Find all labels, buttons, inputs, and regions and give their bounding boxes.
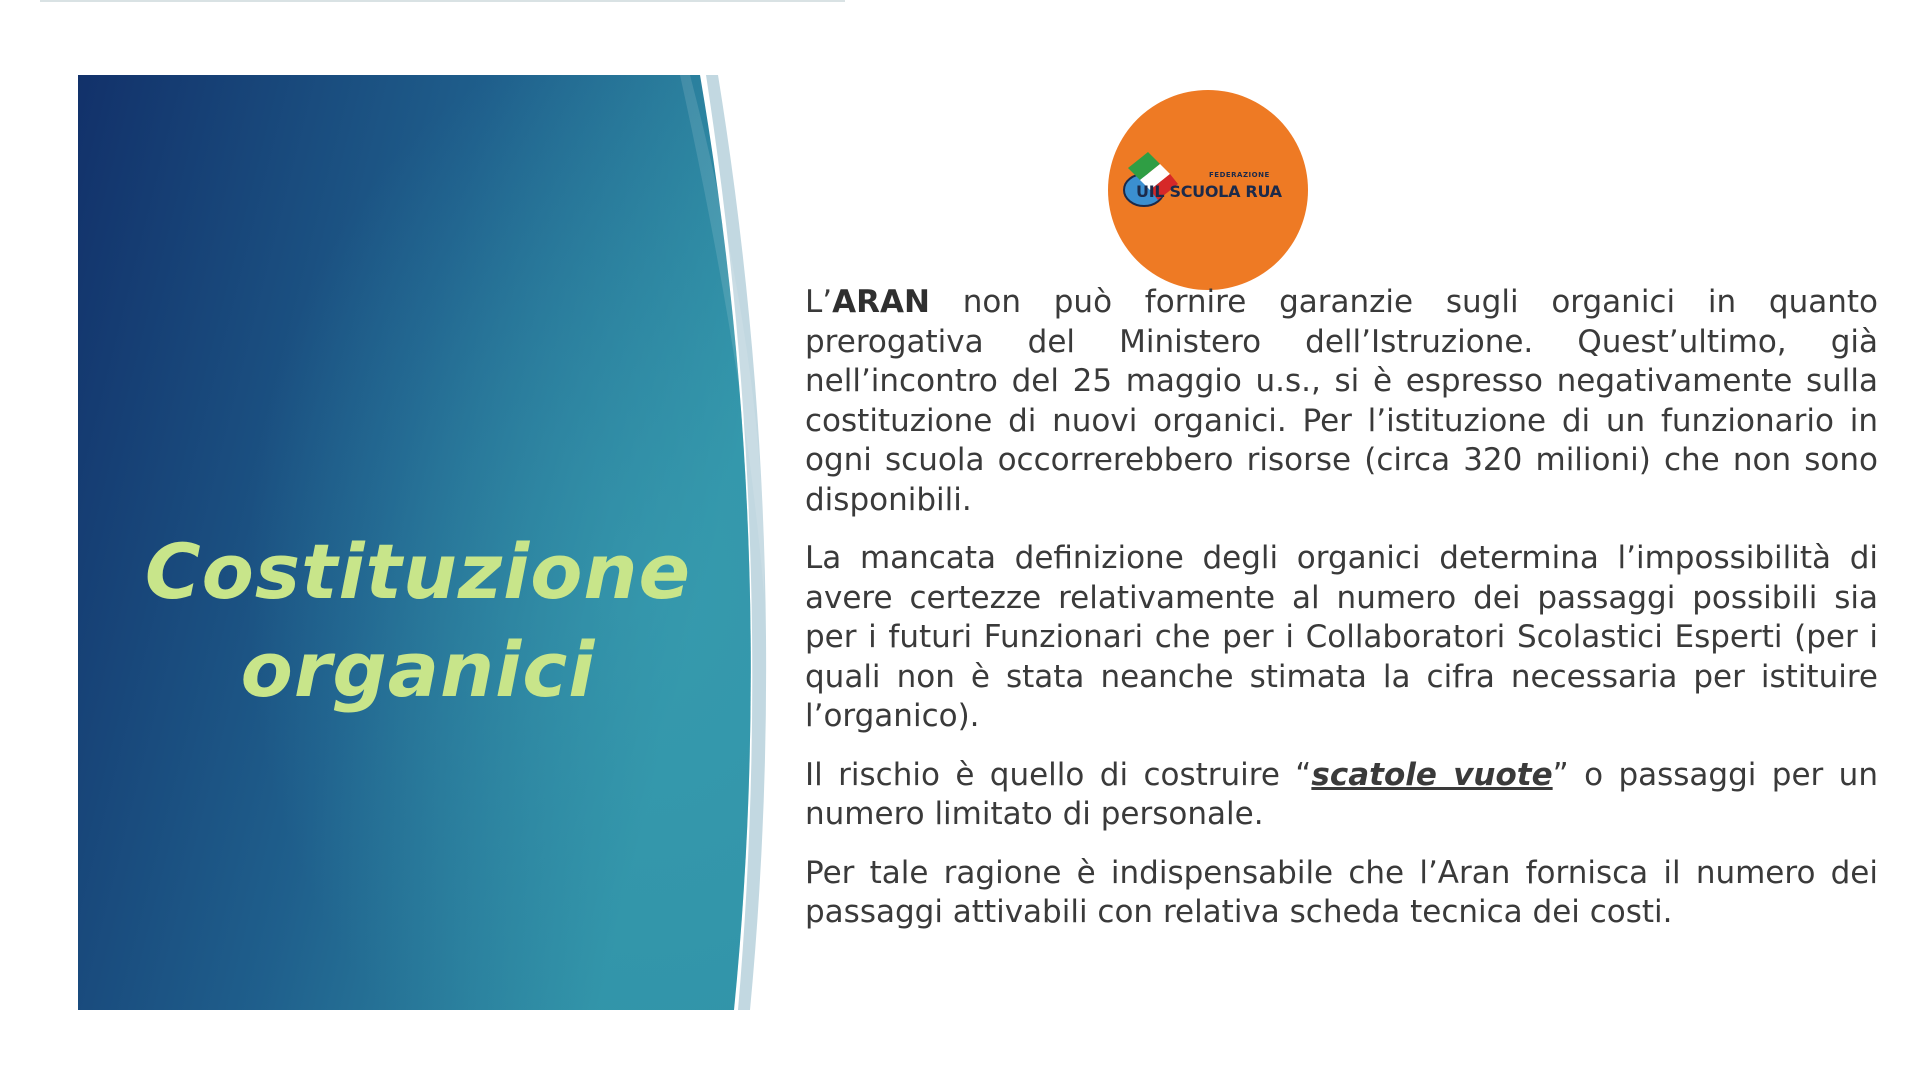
paragraph-1-prefix: L’	[805, 284, 833, 320]
title-line-2: organici	[240, 625, 596, 714]
top-divider	[40, 0, 845, 2]
body-text	[805, 283, 1878, 952]
logo-small-text: FEDERAZIONE	[1209, 171, 1270, 179]
title-panel	[78, 75, 778, 1010]
aran-bold: ARAN	[832, 284, 930, 320]
paragraph-4: Per tale ragione è indispensabile che l’Aran fornisca il numero dei passaggi attivabili con relativa scheda tecnica dei costi.	[805, 854, 1878, 930]
paragraph-1-text: non può fornire garanzie sugli organici in quanto prerogativa del Ministero dell’Istruzione. Quest’ultimo, già nell’incontro del 25 maggio u.s., si è espresso negativamente sulla costituzione di nuovi organici. Per l’istituzione di un funzionario in ogni scuola occorrerebbero risorse (circa 320 milioni) che non sono disponibili.	[805, 284, 1878, 518]
paragraph-3-suffix: ” o passaggi per un numero limitato di personale.	[805, 756, 1878, 832]
page-title	[138, 523, 698, 719]
paragraph-3	[805, 756, 1878, 835]
title-line-1: Costituzione	[144, 527, 692, 616]
paragraph-1	[805, 283, 1878, 520]
uil-scuola-rua-logo	[1108, 90, 1308, 290]
paragraph-3-prefix: Il rischio è quello di costruire “	[805, 756, 1312, 793]
logo-main-text: UIL SCUOLA RUA	[1136, 182, 1282, 201]
paragraph-2: La mancata definizione degli organici determina l’impossibilità di avere certezze relativamente al numero dei passaggi possibili sia per i futuri Funzionari che per i Collaboratori Scolastici Esperti (per i quali non è stata neanche stimata la cifra necessaria per istituire l’organico).	[805, 540, 1878, 734]
scatole-vuote-emphasis: scatole vuote	[1311, 756, 1553, 793]
